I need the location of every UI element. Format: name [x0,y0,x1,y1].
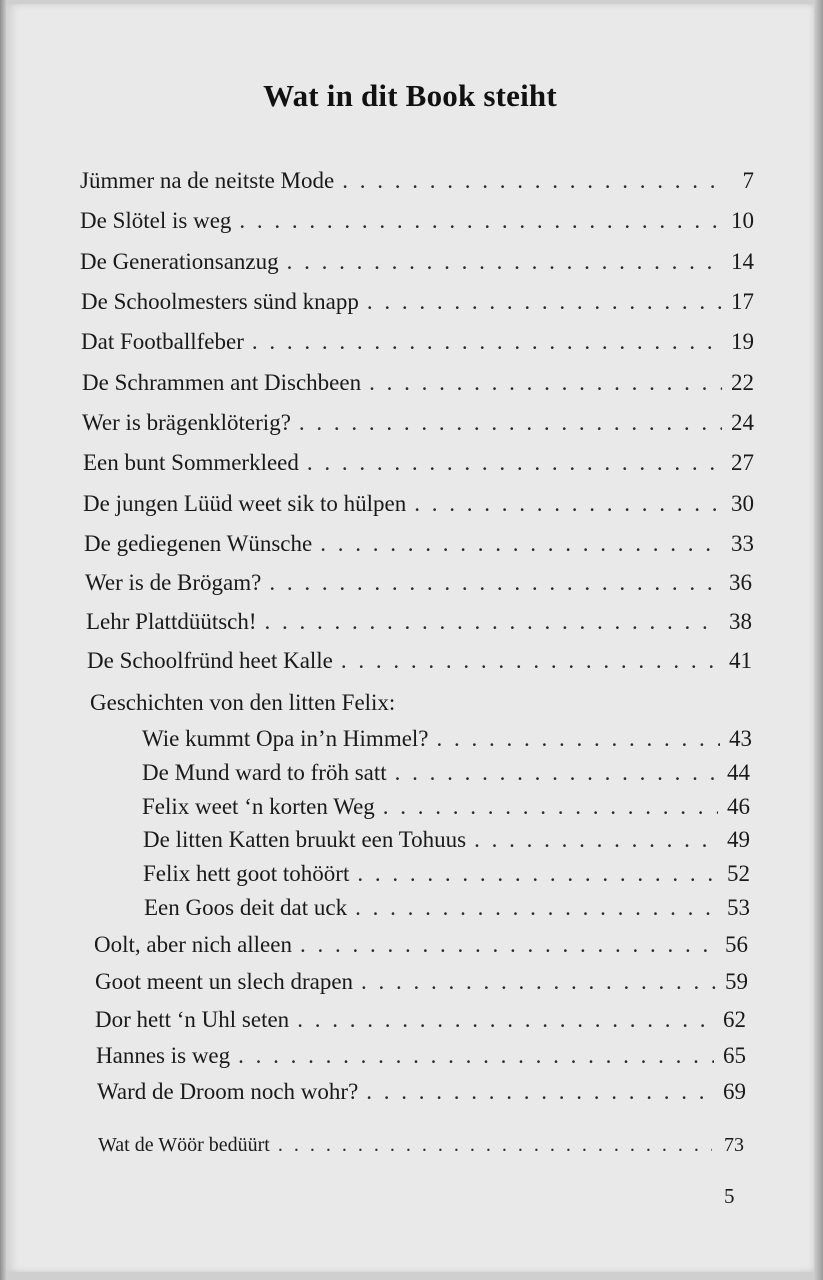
toc-entry-title: Oolt, aber nich alleen [94,932,292,957]
toc-entry-page: 43 [729,726,752,751]
page-title: Wat in dit Book steiht [263,78,557,113]
dot-leader [369,370,722,396]
dot-leader [320,531,722,557]
dot-leader [269,570,720,596]
toc-entry-page: 56 [725,932,748,957]
toc-entry-title: Wer is brägenklöterig? [82,410,291,435]
dot-leader [383,794,718,820]
toc-entry-title: Wat de Wöör bedüürt [98,1134,270,1156]
toc-sub-entry [142,726,752,752]
toc-entry-page: 46 [727,794,750,819]
toc-entry-page: 10 [731,208,754,233]
dot-leader [307,450,722,476]
dot-leader [355,895,718,921]
dot-leader [287,249,722,275]
section-heading: Geschichten von den litten Felix: [90,690,396,715]
toc-entry-title: De Generationsanzug [80,249,279,274]
toc-entry-title: Felix weet ‘n korten Weg [142,794,375,819]
toc-entry-title: De gediegenen Wünsche [84,531,313,556]
toc-entry [87,648,752,674]
toc-entry [82,410,754,436]
toc-entry [85,570,752,596]
toc-sub-entry [143,827,750,853]
dot-leader [437,726,720,752]
page-edge [814,0,823,1280]
toc-entry-page: 24 [731,410,754,435]
toc-entry-page: 49 [727,827,750,852]
dot-leader [238,1043,714,1069]
toc-entry-page: 41 [729,648,752,673]
toc-entry-title: Ward de Droom noch wohr? [97,1079,359,1104]
toc-entry [80,168,754,194]
dot-leader [341,648,720,674]
toc-entry-page: 36 [729,570,752,595]
toc-entry-page: 30 [731,491,754,516]
toc-entry [82,370,754,396]
toc-entry [96,1043,746,1069]
toc-entry-page: 69 [723,1079,746,1104]
toc-entry [86,609,752,635]
toc-entry [83,491,754,517]
toc-entry-page: 14 [731,249,754,274]
toc-entry-page: 59 [725,969,748,994]
toc-entry-title: Wie kummt Opa in’n Himmel? [142,726,429,751]
toc-entry-page: 7 [742,168,754,193]
toc-entry-title: De Mund ward to fröh satt [142,760,387,785]
toc-entry-page: 52 [727,861,750,886]
toc-entry [81,329,754,355]
toc-entry-page: 19 [731,329,754,354]
toc-entry-page: 27 [731,450,754,475]
dot-leader [474,827,718,853]
dot-leader [239,208,722,234]
dot-leader [357,861,718,887]
toc-sub-entry [143,861,750,887]
toc-entry [80,208,754,234]
page-number: 5 [724,1184,735,1208]
toc-sub-entry [144,895,750,921]
dot-leader [252,329,722,355]
toc-entry-title: Dor hett ‘n Uhl seten [95,1007,290,1032]
toc-entry-title: Goot meent un slech drapen [95,969,354,994]
toc-entry-page: 53 [727,895,750,920]
toc-entry [95,1007,746,1033]
dot-leader [300,932,716,958]
toc-entry-title: Een Goos deit dat uck [144,895,348,920]
toc-entry [97,1079,746,1105]
toc-entry [80,249,754,275]
dot-leader [278,1134,712,1157]
toc-entry-page: 17 [731,289,754,314]
book-page [6,4,814,1272]
dot-leader [395,760,718,786]
toc-entry-title: De Schoolmesters sünd knapp [81,289,359,314]
dot-leader [366,1079,714,1105]
toc-entry-page: 38 [729,609,752,634]
toc-entry-title: Felix hett goot tohöört [143,861,350,886]
toc-entry-title: Wer is de Brögam? [85,570,262,595]
toc-entry [83,450,754,476]
dot-leader [342,168,722,194]
toc-entry-title: Dat Footballfeber [81,329,244,354]
toc-entry-page: 33 [731,531,754,556]
dot-leader [367,289,722,315]
dot-leader [297,1007,714,1033]
toc-entry-title: De jungen Lüüd weet sik to hülpen [83,491,407,516]
toc-entry-page: 44 [727,760,750,785]
toc-entry-title: Een bunt Sommerkleed [83,450,299,475]
toc-entry-page: 22 [731,370,754,395]
toc-entry [81,289,754,315]
dot-leader [414,491,722,517]
toc-entry-title: De Slötel is weg [80,208,232,233]
toc-entry-title: Jümmer na de neitste Mode [80,168,335,193]
toc-entry-title: Hannes is weg [96,1043,231,1068]
dot-leader [299,410,722,436]
toc-entry-page: 73 [724,1134,744,1156]
toc-entry-page: 62 [723,1007,746,1032]
toc-entry [94,932,748,958]
toc-entry-page: 65 [723,1043,746,1068]
toc-entry-title: Lehr Plattdüütsch! [86,609,257,634]
toc-entry [95,969,748,995]
toc-entry-title: De litten Katten bruukt een Tohuus [143,827,467,852]
toc-entry-title: De Schrammen ant Dischbeen [82,370,362,395]
toc-entry-title: De Schoolfründ heet Kalle [87,648,333,673]
dot-leader [265,609,720,635]
toc-sub-entry [142,794,750,820]
dot-leader [361,969,716,995]
toc-sub-entry [142,760,750,786]
toc-entry [84,531,754,557]
toc-entry-glossary [98,1134,744,1157]
